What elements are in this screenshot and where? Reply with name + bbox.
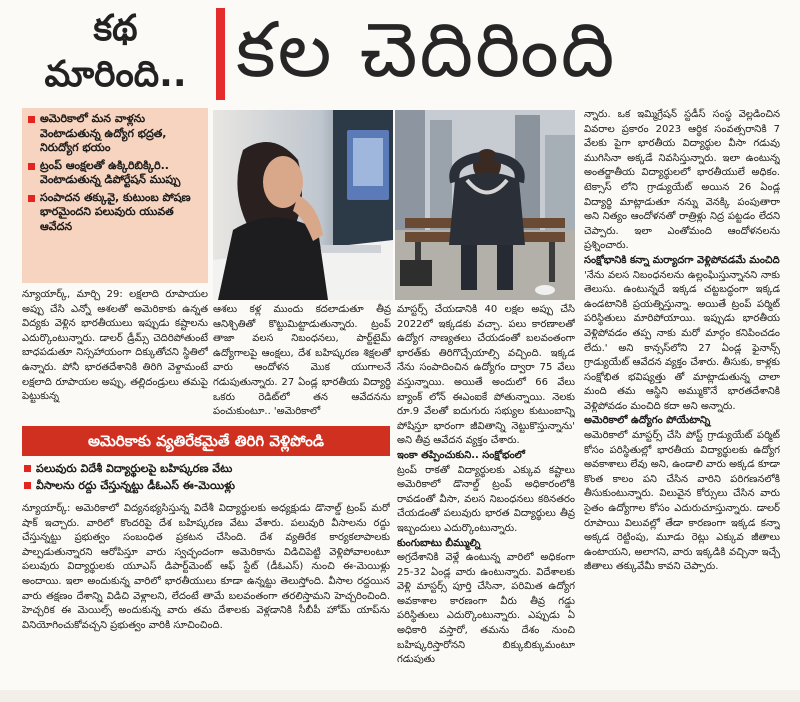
kicker bbox=[18, 6, 213, 98]
summary-point: ట్రంప్ ఆంక్షలతో ఉక్కిరిబిక్కిరి.. వెంటాడుతున్న డిపోర్టేషన్ ముప్పు bbox=[28, 159, 202, 188]
article-text: న్యూయార్క్, మార్చి 29: లక్షలాది రూపాయల అప్పు చేసి ఎన్నో ఆశలతో అమెరికాకు ఉన్నత విద్యకు వెళ్లిన భారతీయులు ఇప్పుడు కష్టాలను ఎదుర్కొంటున్నారు. డాలర్ డ్రీమ్స్ చెదిరిపోతుంటే బాధపడుతూ నిస్సహాయంగా దిక్కుతోచని స్థితిలో ఉన్నారు. పోనీ భారతదేశానికి తిరిగి వెళ్దామంటే లక్షలాది రూపాయల అప్పు, తల్లిదండ్రులు తమపై పెట్టుకున్న bbox=[22, 289, 208, 403]
man-on-bench-icon bbox=[395, 110, 575, 300]
article-column-a bbox=[22, 288, 208, 418]
article-text: ఆశలు కళ్ల ముందు కదలాడుతూ తీవ్ర ఆనిశ్చితితో కొట్టుమిట్టాడుతున్నారు. ట్రంప్ తాజా వలస నిబంధనలు, పార్ట్‌టైమ్ ఉద్యోగాలపై ఆంక్షలు, దేశ బహిష్కరణ శిక్షలతో వారు ఆందోళన మొక యుగాలనే గడుపుతున్నారు. 27 ఏండ్ల భారతీయ విద్యార్థి ఒకరు రెడిట్‌లో తన ఆవేదనను పంచుకుంటూ.. 'అమెరికాలో bbox=[213, 304, 391, 418]
article-text: న్నారు. ఒక ఇమ్మిగ్రేషన్ స్టడీస్ సంస్థ వెల్లడించిన వివరాల ప్రకారం 2023 ఆర్థిక సంవత్సరానికి 7 వేలకు పైగా భారతీయ విద్యార్థుల వీసా గడువు ముగిసినా అక్కడే నివసిస్తున్నారు. ఇలా ఉంటున్న అంతర్జాతీయ విద్యార్థులలో భారతీయులే అధికం. టెక్సాస్ లోని గ్రాడ్యుయేట్ అయిన 26 ఏండ్ల విద్యార్థి మాట్లాడుతూ నన్ను వెనక్కి పంపుతారా అని నిత్యం ఆందోళనతో రాత్రిళ్లు నిద్ర పట్టడం లేదని చెప్పారు. ఇలా ఎంతోమంది ఆందోళనలను ప్రశ్నించారు. bbox=[584, 109, 780, 252]
section-body bbox=[22, 502, 390, 688]
section-banner: అమెరికాకు వ్యతిరేకమైతే తిరిగి వెళ్లిపోండి bbox=[22, 426, 390, 456]
article-subhead: ఇంకా తప్పించుకుని.. సంక్షోభంలో bbox=[397, 449, 525, 461]
section-point: వీసాలను రద్దు చేస్తున్నట్టు డీఓఎస్ ఈ-మెయిళ్లు bbox=[22, 477, 390, 494]
photo-man-bench bbox=[395, 110, 575, 300]
page-headline: కల చెదిరింది bbox=[236, 5, 617, 94]
article-text: 'నేను వలస నిబంధనలను ఉల్లంఘిస్తున్నానని నాకు తెలుసు. ఉంటున్నదే ఇక్కడ చట్టబద్ధంగా ఇక్కడ ఉండటానికి ప్రయత్నిస్తున్నా. అయితే ట్రంప్ పర్మిట్ పరిస్థితులు మారిపోయాయి. ఇప్పుడు భారతీయ వెళ్లిపోవడం తప్ప నాకు మరో మార్గం కనిపించడం లేదు.' అని కాన్సస్‌లోని 27 ఏండ్ల ఫైనాన్స్ గ్రాడ్యుయేట్ ఆవేదన వ్యక్తం చేశారు. తీసుకు, కాళ్లకు సంక్షోభిత భవిష్యత్తు తో మాట్లాడుతున్న చాలా మంది తమ ఆస్థిని అమ్ముకొనే భారతదేశానికి వెళ్లిపోవడం మంచిది కదా అని అన్నారు. bbox=[584, 269, 780, 412]
article-subhead: సంక్షోభానికి కన్నా మర్యాదగా వెళ్లిపోవడమే మంచిది bbox=[584, 254, 780, 266]
article-column-b bbox=[213, 303, 391, 418]
article-text: ట్రంప్ రాకతో విద్యార్థులకు ఎక్కువ కష్టాలు అమెరికాలో డొనాల్డ్ ట్రంప్ అధికారంలోకి రావడంతో వీసా, వలస నిబంధనలు కఠినతరం చేయడంతో పలువురు భారత విద్యార్థులు తీవ్ర ఇబ్బందులు ఎదుర్కొంటున్నారు. bbox=[397, 464, 575, 534]
article-text: అమెరికాలో మాస్టర్స్ చేసి పోస్ట్ గ్రాడ్యుయేట్ పర్మిట్ కోసం పరిస్థితుల్లో భారతీయ విద్యార్థులకు ఉద్యోగ అవకాశాలు లేవు అని, ఉండాలి వారు అక్కడ కూడా కొంత కాలం పని చేసిన వారిని పరిగణనలోకి తీసుకుంటున్నారు. విలువైన కోర్సులు చేసిన వారు సైతం ఉద్యోగాల కోసం ఎదురుచూస్తున్నారు. డాలర్ రూపాయి విలువల్లో తేడా కారణంగా ఇక్కడ కన్నా అక్కడ రెట్టింపు, మూడు రెట్లు ఎక్కువ జీతాలు ఉంటాయని, అలాగని, వారు ఇక్కడికి వచ్చినా ఇచ్చే జీతాలు తక్కువేమీ కావని చెప్పారు. bbox=[584, 430, 780, 573]
summary-point: అమెరికాలో మన వాళ్లను వెంటాడుతున్న ఉద్యోగ భద్రత, నిరుద్యోగ భయం bbox=[28, 112, 202, 156]
kicker-line-1: కథ bbox=[93, 8, 138, 49]
article-text: న్యూయార్క్: అమెరికాలో విద్యనభ్యసిస్తున్న విదేశీ విద్యార్థులకు అధ్యక్షుడు డొనాల్డ్ ట్రంప్ మరో షాక్ ఇచ్చారు. వారిలో కొందరిపై దేశ బహిష్కరణ వేటు వేశారు. పలువురి వీసాలను రద్దు చేస్తున్నట్టు ప్రభుత్వం సంబంధిత ప్రకటన చేసింది. దేశ వ్యతిరేక కార్యకలాపాలకు పాల్పడుతున్నారని ఆరోపిస్తూ వారు స్వచ్ఛందంగా అమెరికాను విడిచిపెట్టి వెళ్లిపోవాలంటూ పలువురు విద్యార్థులకు యూఎస్ డిపార్ట్‌మెంట్ ఆఫ్ స్టేట్ (డీఓఎస్) నుంచి ఈ-మెయిళ్లు అందాయి. ఇలా అందుకున్న వారిలో భారతీయులు కూడా ఉన్నట్టు తెలుస్తోంది. వీసాల రద్దయిన వారు తక్షణం దేశాన్ని విడిచి వెళ్లాలని, లేదంటే తామే బలవంతంగా తరలిస్తామని హెచ్చరించింది. హెచ్చరిక ఈ మెయిల్స్ అందుకున్న వారు తమ దేశాలకు వెళ్లడానికి సీబీపీ హోమ్ యాప్‌ను వినియోగించుకోవచ్చని ప్రభుత్వం వారికి సూచించింది. bbox=[22, 503, 390, 631]
kicker-line-2: మారింది.. bbox=[44, 54, 187, 95]
summary-box bbox=[22, 108, 208, 283]
summary-point: సంపాదన తక్కువై, కుటుంబ పోషణ భారమైందని పలువురు యువత ఆవేదన bbox=[28, 191, 202, 235]
article-text: మాస్టర్స్ చేయడానికి 40 లక్షల అప్పు చేసి 2022లో ఇక్కడకు వచ్చా. పలు కారణాలతో ఉద్యోగ నాణ్యతలు చేయడంతో బలవంతంగా భారత్‌కు తిరిగొచ్చేయాల్సి వచ్చింది. ఇక్కడ నేను సంపాదించిన ఉద్యోగం ద్వారా 75 వేలు వస్తున్నాయి. అయితే అందులో 66 వేలు బ్యాంక్ లోన్ ఈఎంఐకే పోతున్నాయి. నెలకు రూ.9 వేలతో ఐదుగురు సభ్యుల కుటుంబాన్ని పోషిస్తూ భారంగా జీవితాన్ని నెట్టుకొస్తున్నాను' అని తీవ్ర ఆవేదన వ్యక్తం చేశారు. bbox=[397, 304, 575, 447]
section-points bbox=[22, 460, 390, 494]
woman-at-laptop-icon bbox=[213, 110, 393, 300]
article-column-c bbox=[397, 303, 575, 688]
page-bottom-strip bbox=[0, 690, 800, 702]
article-column-d bbox=[584, 108, 780, 688]
headline-divider bbox=[216, 8, 225, 100]
article-text: అగ్రదేశానికి వెళ్లే ఉంటున్న వారిలో అధికంగా 25-32 ఏండ్ల వారు ఉంటున్నారు. విదేశాలకు వెళ్లి మాస్టర్స్ పూర్తి చేసినా, పరిమిత ఉద్యోగ అవకాశాల కారణంగా వీరు తీవ్ర గడ్డు పరిస్థితులు ఎదుర్కొంటున్నారు. ఎప్పుడు ఏ అధికారి వస్తారో, తమను దేశం నుంచి బహిష్కరిస్తారోనని బిక్కుబిక్కుమంటూ గడుపుతు bbox=[397, 552, 575, 666]
article-subhead: అమెరికాలో ఉద్యోగం పోయేటాన్ని bbox=[584, 415, 711, 427]
photo-woman-laptop bbox=[213, 110, 393, 300]
section-point: పలువురు విదేశీ విద్యార్థులపై బహిష్కరణ వేటు bbox=[22, 460, 390, 477]
article-subhead: కుంగుబాటు బీమ్ముల్ని bbox=[397, 537, 481, 549]
